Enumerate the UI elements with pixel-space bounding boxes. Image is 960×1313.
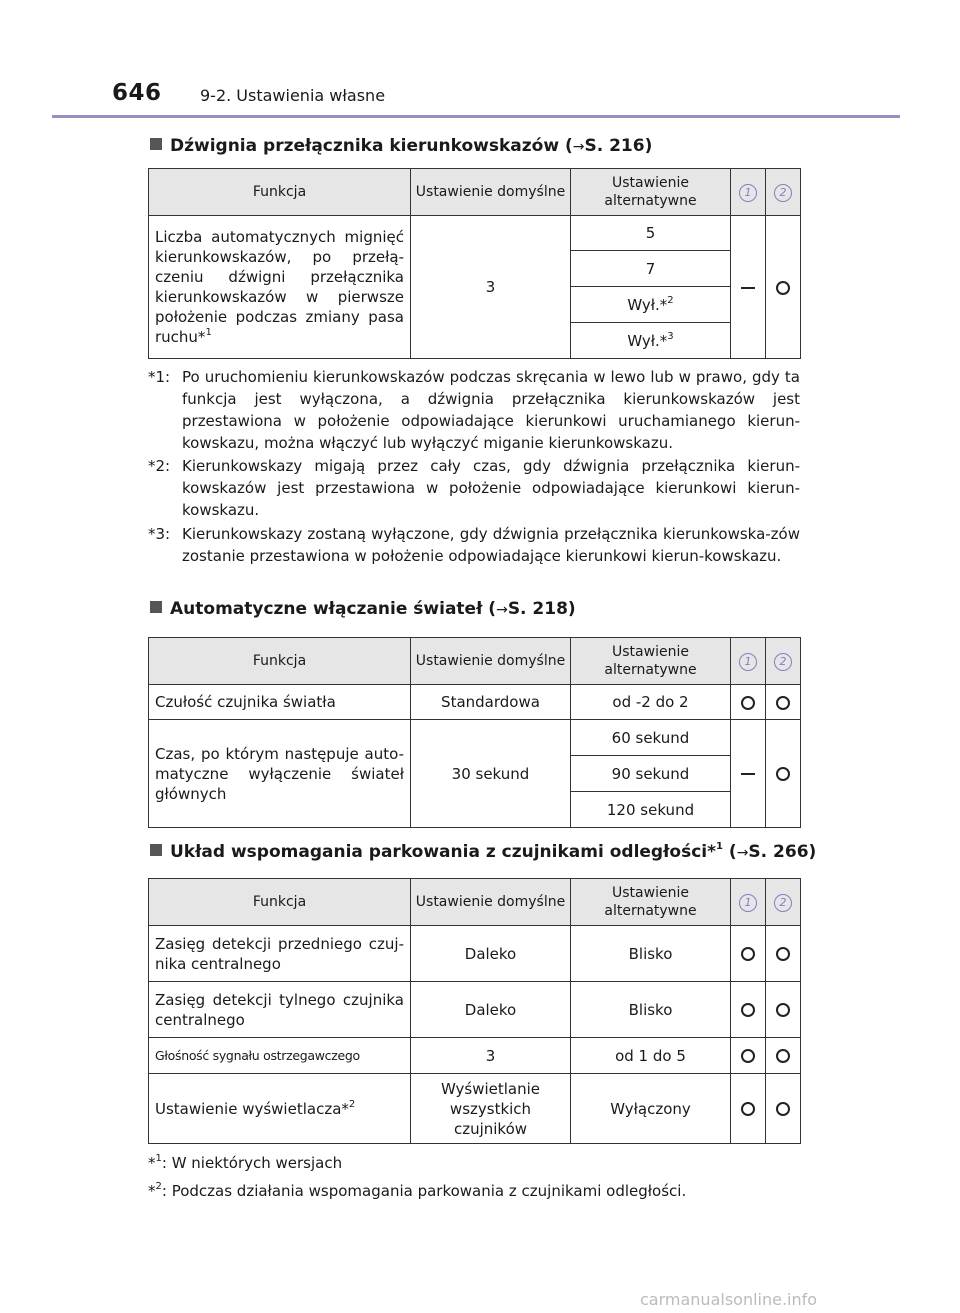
default-cell: Daleko [411, 926, 571, 982]
arrow-right-icon: → [572, 139, 585, 155]
page-number: 646 [112, 80, 162, 106]
col-function: Funkcja [149, 169, 411, 216]
table-header-row [149, 879, 801, 926]
alt-cell: Blisko [571, 926, 731, 982]
circle-mark-icon [741, 696, 755, 710]
square-bullet-icon [150, 601, 162, 613]
table-row [149, 982, 801, 1038]
col-default: Ustawienie domyślne [411, 638, 571, 685]
header-rule [52, 115, 900, 118]
col-alt: Ustawienie alternatywne [571, 169, 731, 216]
function-cell: Ustawienie wyświetlacza*$^2$ [149, 1074, 411, 1144]
page-ref-link[interactable]: S. 218) [507, 599, 576, 619]
alt-cell: 120 sekund [571, 792, 731, 828]
section-auto-light-title: Automatyczne włączanie świateł (→S. 218) [150, 599, 576, 619]
watermark: carmanualsonline.info [640, 1290, 818, 1309]
table-header-row [149, 638, 801, 685]
function-cell: Liczba automatycznych mignięć kierunkowskazów, po przełą-czeniu dźwigni przełącznika kierunkowskazów w pierwsze położenie podczas zmiany pasa ruchu*$^1$ [149, 216, 411, 359]
function-cell: Czas, po którym następuje auto-matyczne wyłączenie świateł głównych [149, 720, 411, 828]
arrow-right-icon: → [496, 602, 508, 618]
default-cell: Daleko [411, 982, 571, 1038]
table-header-row [149, 169, 801, 216]
alt-cell: od 1 do 5 [571, 1038, 731, 1074]
function-cell: Czułość czujnika światła [149, 685, 411, 720]
dash-mark-icon [741, 773, 755, 775]
col-alt: Ustawienie alternatywne [571, 879, 731, 926]
circled-2-icon: 2 [774, 894, 792, 912]
section-turn-signal-title: Dźwignia przełącznika kierunkowskazów (→S. 216) [150, 136, 652, 156]
default-cell: Standardowa [411, 685, 571, 720]
table-row [149, 720, 801, 756]
circle-mark-icon [776, 947, 790, 961]
alt-cell: Wył.*$^3$ [571, 323, 731, 359]
chapter-title: 9-2. Ustawienia własne [200, 86, 386, 105]
footnote-2: *2: Kierunkowskazy migają przez cały czas, gdy dźwignia przełącznika kierun-kowskazów jest przestawiona w położenie odpowiadające kierunkowi kierun-kowskazu. [148, 457, 800, 519]
circle-mark-icon [741, 947, 755, 961]
circle-mark-icon [776, 281, 790, 295]
circled-2-icon: 2 [774, 184, 792, 202]
table-row [149, 685, 801, 720]
alt-cell: Wył.*$^2$ [571, 287, 731, 323]
auto-light-table [148, 637, 801, 828]
circle-mark-icon [776, 696, 790, 710]
alt-cell: od -2 do 2 [571, 685, 731, 720]
footnote-sup-1: *$^1$: W niektórych wersjach [148, 1153, 343, 1172]
col-alt: Ustawienie alternatywne [571, 638, 731, 685]
section-parking-assist-title: Układ wspomagania parkowania z czujnikami odległości*$^1$ (→S. 266) [150, 842, 816, 862]
col-default: Ustawienie domyślne [411, 879, 571, 926]
alt-cell: 90 sekund [571, 756, 731, 792]
page-ref-link[interactable]: S. 216) [584, 136, 653, 156]
alt-cell: Blisko [571, 982, 731, 1038]
alt-cell: 60 sekund [571, 720, 731, 756]
page-header [0, 0, 960, 118]
circled-2-icon: 2 [774, 653, 792, 671]
circle-mark-icon [741, 1049, 755, 1063]
alt-cell: 7 [571, 251, 731, 287]
circled-1-icon: 1 [739, 653, 757, 671]
function-cell: Zasięg detekcji tylnego czujnika centralnego [149, 982, 411, 1038]
table-row [149, 926, 801, 982]
parking-assist-table [148, 878, 801, 1144]
alt-cell: Wyłączony [571, 1074, 731, 1144]
square-bullet-icon [150, 844, 162, 856]
col-function: Funkcja [149, 879, 411, 926]
alt-cell: 5 [571, 216, 731, 251]
default-cell: Wyświetlanie wszystkich czujników [411, 1074, 571, 1144]
dash-mark-icon [741, 287, 755, 289]
circle-mark-icon [741, 1003, 755, 1017]
circle-mark-icon [741, 1102, 755, 1116]
footnote-3: *3: Kierunkowskazy zostaną wyłączone, gdy dźwignia przełącznika kierunkowska-zów zostanie przestawiona w położenie odpowiadające kierunkowi kierun-kowskazu. [148, 525, 800, 565]
circle-mark-icon [776, 1049, 790, 1063]
page-ref-link[interactable]: S. 266) [748, 842, 817, 862]
footnote-sup-2: *$^2$: Podczas działania wspomagania parkowania z czujnikami odległości. [148, 1181, 687, 1200]
circled-1-icon: 1 [739, 184, 757, 202]
square-bullet-icon [150, 138, 162, 150]
table-row [149, 216, 801, 251]
circled-1-icon: 1 [739, 894, 757, 912]
default-cell: 30 sekund [411, 720, 571, 828]
arrow-right-icon: → [736, 845, 749, 861]
function-cell: Głośność sygnału ostrzegawczego [149, 1038, 411, 1074]
function-cell: Zasięg detekcji przedniego czuj-nika centralnego [149, 926, 411, 982]
default-cell: 3 [411, 1038, 571, 1074]
circle-mark-icon [776, 1003, 790, 1017]
circle-mark-icon [776, 1102, 790, 1116]
default-cell: 3 [411, 216, 571, 359]
circle-mark-icon [776, 767, 790, 781]
col-function: Funkcja [149, 638, 411, 685]
footnote-1: *1: Po uruchomieniu kierunkowskazów podczas skręcania w lewo lub w prawo, gdy ta funkcja jest wyłączona, a dźwignia przełącznika kierunkowskazów jest przestawiona w położenie odpowiadające kierunkowi uruchamianego kierun-kowskazu, można włączyć lub wyłączyć miganie kierunkowskazu. [148, 368, 800, 452]
turn-signal-table [148, 168, 801, 359]
table-row [149, 1074, 801, 1144]
table-row [149, 1038, 801, 1074]
col-default: Ustawienie domyślne [411, 169, 571, 216]
